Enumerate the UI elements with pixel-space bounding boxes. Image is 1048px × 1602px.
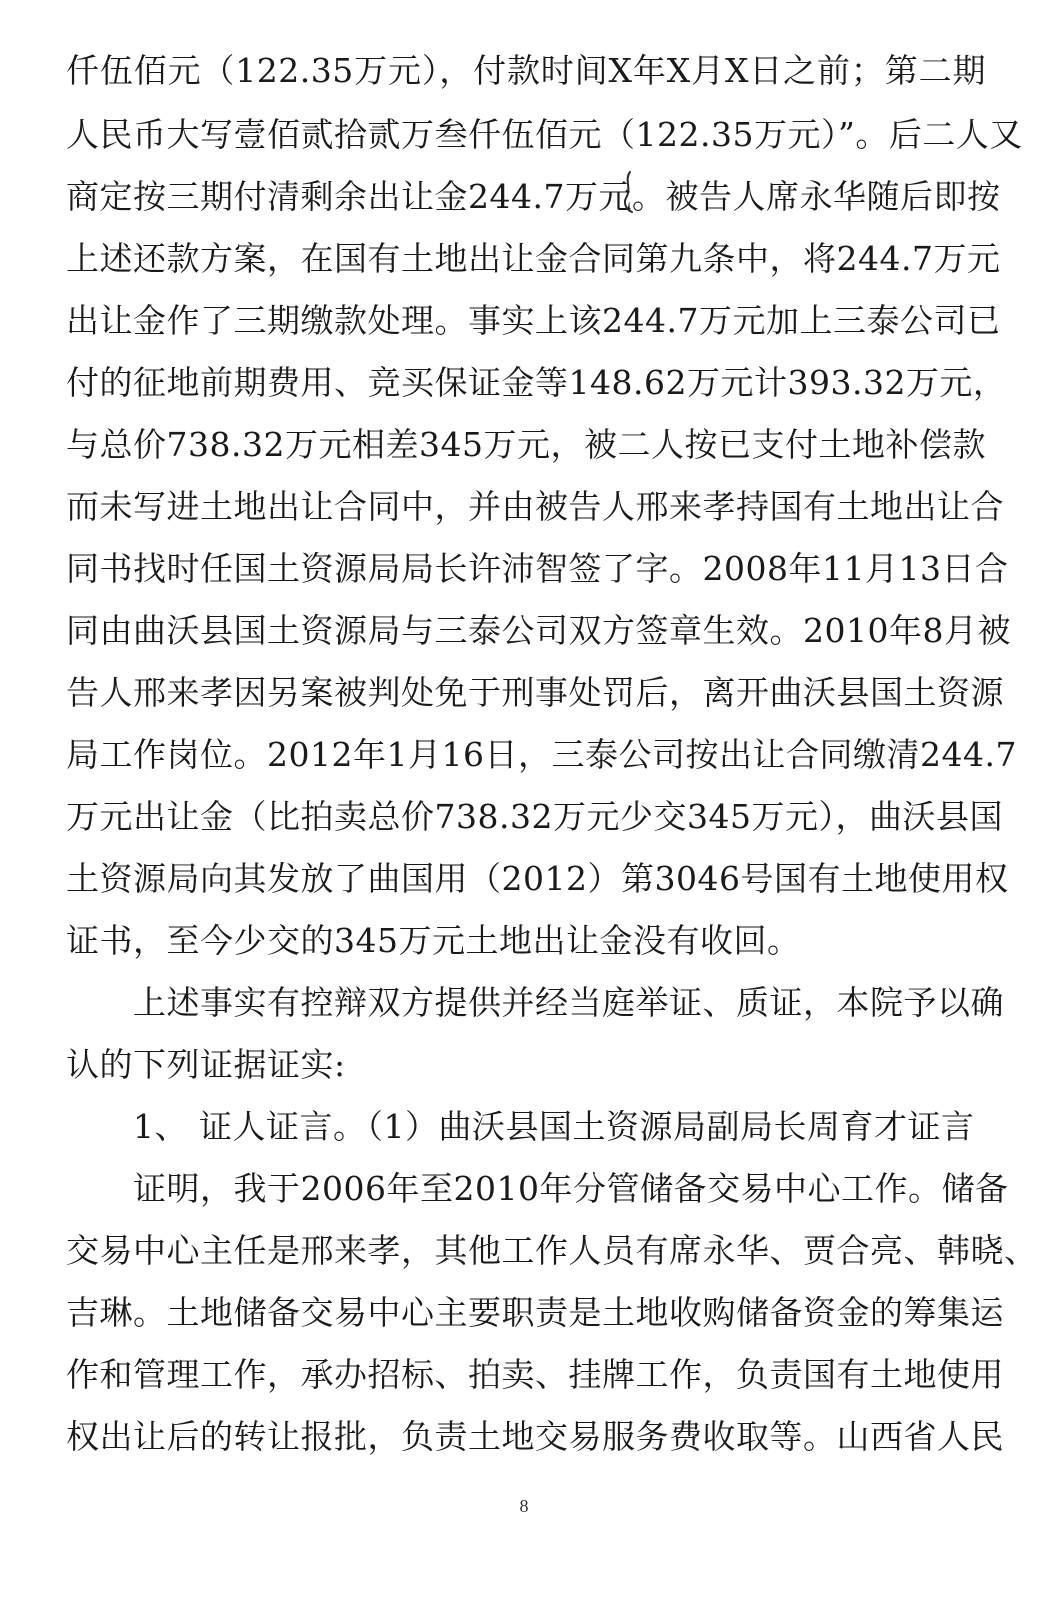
text-line-21: 吉琳。土地储备交易中心主要职责是土地收购储备资金的筹集运 xyxy=(66,1293,1004,1332)
text-line-15: 证书，至今少交的345万元土地出让金没有收回。 xyxy=(66,921,801,960)
text-line-23: 权出让后的转让报批，负责土地交易服务费收取等。山西省人民 xyxy=(66,1417,1004,1456)
text-line-11: 告人邢来孝因另案被判处免于刑事处罚后，离开曲沃县国土资源 xyxy=(66,673,1004,712)
text-line-19: 证明，我于2006年至2010年分管储备交易中心工作。储备 xyxy=(133,1169,1009,1208)
text-line-9: 同书找时任国土资源局局长许沛智签了字。2008年11月13日合 xyxy=(66,549,1009,588)
text-line-17: 认的下列证据证实: xyxy=(66,1045,346,1084)
page-number: 8 xyxy=(519,1496,529,1516)
text-line-20: 交易中心主任是邢来孝，其他工作人员有席永华、贾合亮、韩晓、 xyxy=(66,1231,1038,1270)
text-line-16: 上述事实有控辩双方提供并经当庭举证、质证，本院予以确 xyxy=(133,983,1004,1022)
text-line-1: 仟伍佰元（122.35万元），付款时间X年X月X日之前；第二期 xyxy=(66,51,986,90)
text-line-2: 人民币大写壹佰贰拾贰万叁仟伍佰元（122.35万元）”。后二人又 xyxy=(66,115,1023,154)
text-line-7: 与总价738.32万元相差345万元，被二人按已支付土地补偿款 xyxy=(66,425,986,464)
text-line-8: 而未写进土地出让合同中，并由被告人邢来孝持国有土地出让合 xyxy=(66,487,1004,526)
text-line-5: 出让金作了三期缴款处理。事实上该244.7万元加上三泰公司已 xyxy=(66,301,1001,340)
text-line-12: 局工作岗位。2012年1月16日，三泰公司按出让合同缴清244.7 xyxy=(66,735,1017,774)
text-line-22: 作和管理工作，承办招标、拍卖、挂牌工作，负责国有土地使用 xyxy=(66,1355,1004,1394)
text-line-14: 土资源局向其发放了曲国用（2012）第3046号国有土地使用权 xyxy=(66,859,1009,898)
text-line-6: 付的征地前期费用、竞买保证金等148.62万元计393.32万元， xyxy=(66,363,1007,402)
text-line-3: 商定按三期付清剩余出让金244.7万元。被告人席永华随后即按 xyxy=(66,177,1001,216)
text-line-10: 同由曲沃县国土资源局与三泰公司双方签章生效。2010年8月被 xyxy=(66,611,1011,650)
text-line-4: 上述还款方案，在国有土地出让金合同第九条中，将244.7万元 xyxy=(66,239,1001,278)
handwritten-mark-icon xyxy=(618,170,640,214)
text-line-18: 1、 证人证言。（1）曲沃县国土资源局副局长周育才证言 xyxy=(133,1107,975,1146)
text-line-13: 万元出让金（比拍卖总价738.32万元少交345万元），曲沃县国 xyxy=(66,797,1003,836)
